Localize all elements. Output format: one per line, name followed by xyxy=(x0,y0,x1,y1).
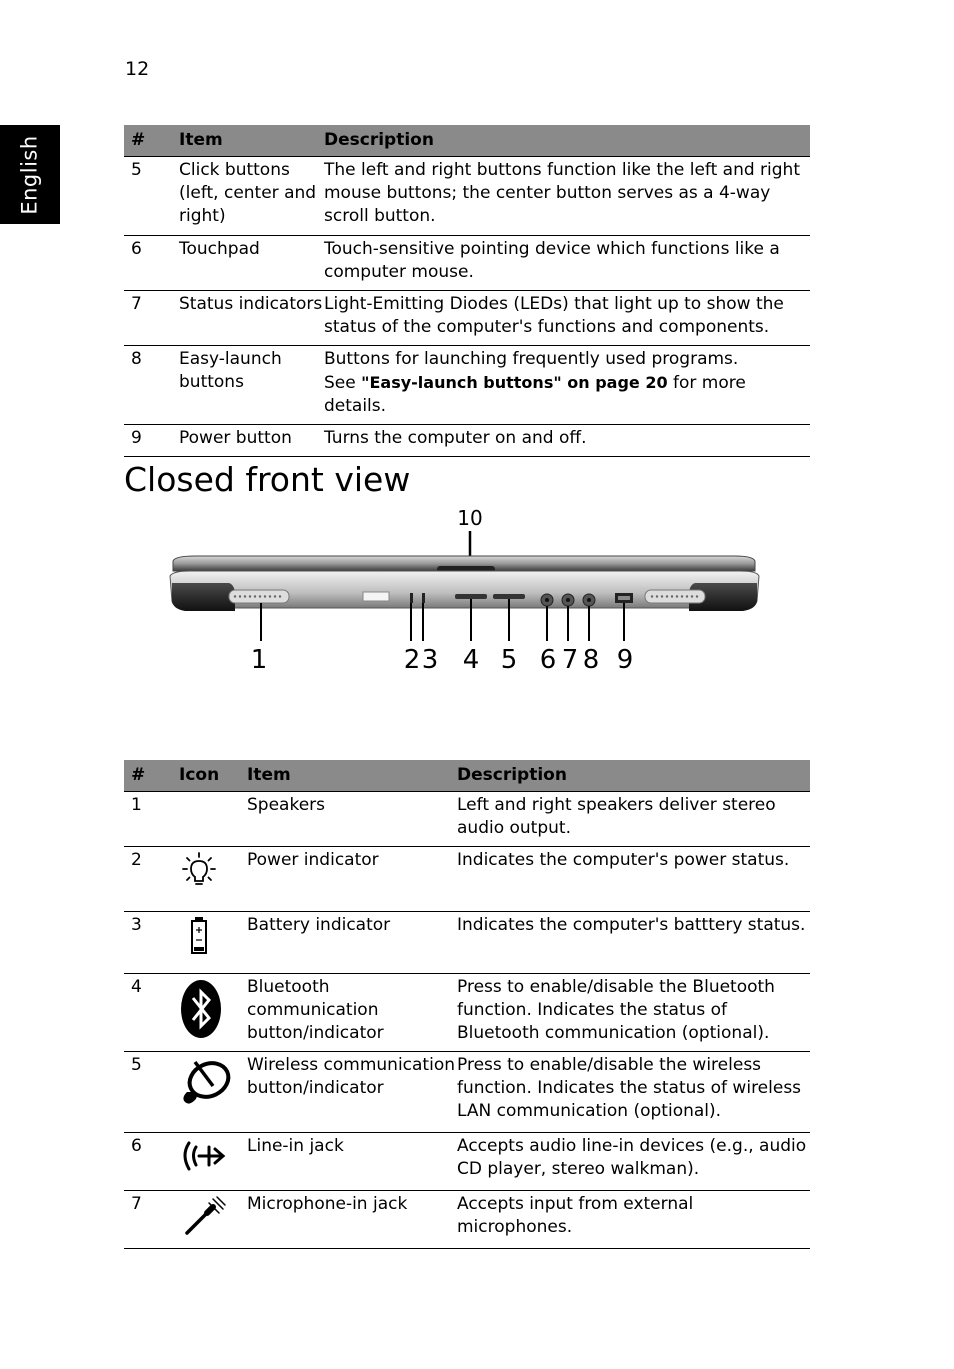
callout-label: 9 xyxy=(616,645,634,675)
laptop-front-illustration xyxy=(165,505,765,680)
table-row xyxy=(124,291,810,346)
language-tab-label: English xyxy=(18,134,43,215)
header-item: Item xyxy=(179,125,324,157)
row-icon xyxy=(179,912,247,974)
row-description-see xyxy=(324,371,810,418)
row-description: Accepts audio line-in devices (e.g., audio CD player, stereo walkman). xyxy=(457,1133,810,1191)
section-title: Closed front view xyxy=(124,460,411,499)
row-item: Speakers xyxy=(247,792,457,847)
row-number: 6 xyxy=(124,1133,179,1191)
row-description: Light-Emitting Diodes (LEDs) that light up to show the status of the computer's functions and components. xyxy=(324,291,810,346)
row-item: Power button xyxy=(179,425,324,457)
language-tab xyxy=(0,125,60,224)
row-item: Battery indicator xyxy=(247,912,457,974)
header-description: Description xyxy=(457,760,810,792)
row-item: Bluetooth communication button/indicator xyxy=(247,974,457,1052)
table-header-row xyxy=(124,125,810,157)
row-description xyxy=(324,346,810,425)
wireless-icon xyxy=(179,1056,235,1108)
header-number: # xyxy=(124,125,179,157)
cross-reference-link[interactable]: "Easy-launch buttons" on page 20 xyxy=(361,373,668,392)
battery-icon xyxy=(179,916,219,958)
row-number: 4 xyxy=(124,974,179,1052)
callout-label: 6 xyxy=(539,645,557,675)
callout-label: 1 xyxy=(250,645,268,675)
line-in-icon xyxy=(179,1137,231,1177)
row-number: 5 xyxy=(124,1052,179,1133)
header-number: # xyxy=(124,760,179,792)
row-description: Press to enable/disable the wireless function. Indicates the status of wireless LAN communication (optional). xyxy=(457,1052,810,1133)
table-header-row xyxy=(124,760,810,792)
see-tail-text: for more details. xyxy=(324,373,746,416)
row-number: 8 xyxy=(124,346,179,425)
table-row xyxy=(124,1133,810,1191)
row-number: 3 xyxy=(124,912,179,974)
callout-label: 7 xyxy=(561,645,579,675)
row-description: Indicates the computer's batttery status. xyxy=(457,912,810,974)
header-description: Description xyxy=(324,125,810,157)
row-description: Press to enable/disable the Bluetooth function. Indicates the status of Bluetooth communication (optional). xyxy=(457,974,810,1052)
table-row xyxy=(124,1191,810,1249)
components-table-top xyxy=(124,125,810,457)
row-number: 5 xyxy=(124,157,179,236)
table-row xyxy=(124,425,810,457)
row-icon xyxy=(179,974,247,1052)
row-icon xyxy=(179,1133,247,1191)
row-icon xyxy=(179,1191,247,1249)
row-description: Indicates the computer's power status. xyxy=(457,847,810,912)
row-number: 1 xyxy=(124,792,179,847)
callout-label: 4 xyxy=(462,645,480,675)
row-number: 7 xyxy=(124,291,179,346)
row-item: Click buttons (left, center and right) xyxy=(179,157,324,236)
row-number: 9 xyxy=(124,425,179,457)
row-description: Accepts input from external microphones. xyxy=(457,1191,810,1249)
row-number: 6 xyxy=(124,236,179,291)
row-number: 7 xyxy=(124,1191,179,1249)
see-text: See xyxy=(324,373,356,393)
closed-front-view-figure xyxy=(165,505,765,680)
row-icon xyxy=(179,792,247,847)
row-description: Left and right speakers deliver stereo audio output. xyxy=(457,792,810,847)
row-description: The left and right buttons function like the left and right mouse buttons; the center button serves as a 4-way scroll button. xyxy=(324,157,810,236)
callout-label: 5 xyxy=(500,645,518,675)
table-row xyxy=(124,847,810,912)
callout-label: 10 xyxy=(457,506,483,530)
bluetooth-icon xyxy=(179,978,227,1040)
row-item: Wireless communication button/indicator xyxy=(247,1052,457,1133)
page-number: 12 xyxy=(125,58,150,80)
callout-label: 2 xyxy=(403,645,421,675)
header-item: Item xyxy=(247,760,457,792)
table-row xyxy=(124,236,810,291)
row-item: Status indicators xyxy=(179,291,324,346)
callout-label: 8 xyxy=(582,645,600,675)
power-indicator-icon xyxy=(179,851,219,891)
table-row xyxy=(124,157,810,236)
table-row xyxy=(124,912,810,974)
row-item: Touchpad xyxy=(179,236,324,291)
header-icon: Icon xyxy=(179,760,247,792)
row-description-line: Buttons for launching frequently used programs. xyxy=(324,349,739,369)
table-row xyxy=(124,346,810,425)
row-item: Power indicator xyxy=(247,847,457,912)
row-item: Line-in jack xyxy=(247,1133,457,1191)
row-description: Turns the computer on and off. xyxy=(324,425,810,457)
row-number: 2 xyxy=(124,847,179,912)
microphone-icon xyxy=(179,1195,227,1239)
row-item: Easy-launch buttons xyxy=(179,346,324,425)
table-row xyxy=(124,1052,810,1133)
table-row xyxy=(124,792,810,847)
row-icon xyxy=(179,1052,247,1133)
row-item: Microphone-in jack xyxy=(247,1191,457,1249)
front-view-components-table xyxy=(124,760,810,1249)
callout-label: 3 xyxy=(421,645,439,675)
row-description: Touch-sensitive pointing device which functions like a computer mouse. xyxy=(324,236,810,291)
row-icon xyxy=(179,847,247,912)
table-row xyxy=(124,974,810,1052)
